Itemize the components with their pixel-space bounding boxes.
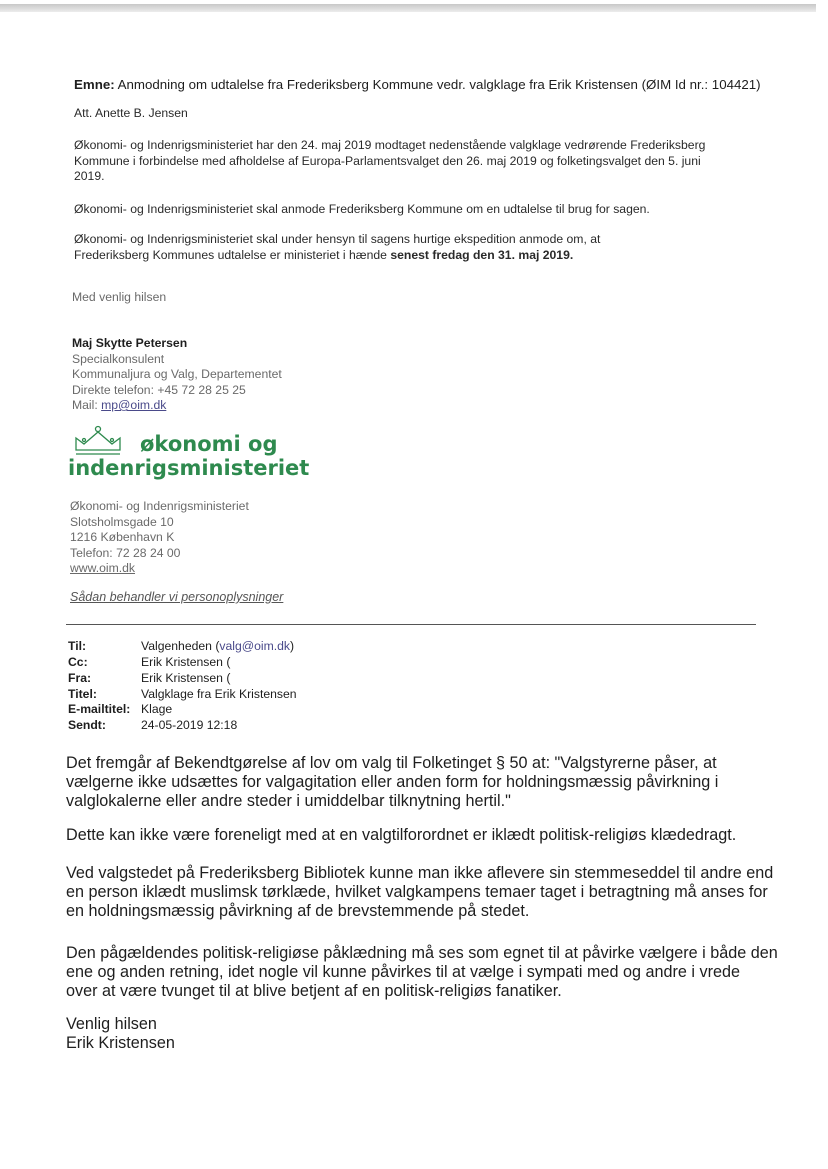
complaint-line: en person iklædt muslimsk tørklæde, hvilket valgkampens temaer taget i betragtning må anses for (66, 883, 768, 901)
paragraph-3-line: Økonomi- og Indenrigsministeriet skal under hensyn til sagens hurtige ekspedition anmode om, at (74, 232, 601, 246)
paragraph-1 (74, 138, 705, 185)
deadline-date: senest fredag den 31. maj 2019. (390, 247, 574, 262)
complaint-paragraph-2: Dette kan ikke være foreneligt med at en valgtilforordnet er iklædt politisk-religiøs klædedragt. (66, 826, 737, 844)
complaint-closing (66, 1015, 175, 1053)
complaint-line: Ved valgstedet på Frederiksberg Bibliotek kunne man ikke aflevere sin stemmeseddel til andre end (66, 864, 774, 882)
mailtitle-value: Klage (141, 702, 173, 716)
paragraph-1-line: Økonomi- og Indenrigsministeriet har den 24. maj 2019 modtaget nedenstående valgklage vedrørende Frederiksberg (74, 138, 706, 152)
deadline-prefix: Frederiksberg Kommunes udtalelse er ministeriet i hænde (74, 247, 391, 262)
signature-block (72, 336, 282, 414)
att-line: Att. Anette B. Jensen (74, 106, 188, 120)
to-name: Valgenheden ( (141, 639, 220, 653)
email-subject (74, 77, 761, 92)
scan-top-edge (0, 4, 816, 12)
subject-text: Anmodning om udtalelse fra Frederiksberg Kommune vedr. valgklage fra Erik Kristensen (ØIM Id nr.: 104421) (117, 77, 761, 92)
closing-greeting: Med venlig hilsen (72, 290, 167, 304)
paragraph-3-line (74, 248, 600, 264)
complaint-line: ene og anden retning, idet nogle vil kunne påvirkes til at vælge i sympati med og andre i vrede (66, 963, 740, 981)
ministry-phone: Telefon: 72 28 24 00 (70, 545, 181, 560)
paragraph-1-line: 2019. (74, 169, 105, 183)
paragraph-2: Økonomi- og Indenrigsministeriet skal anmode Frederiksberg Kommune om en udtalelse til brug for sagen. (74, 202, 650, 216)
ministry-web-link[interactable]: www.oim.dk (70, 561, 136, 575)
ministry-street: Slotsholmsgade 10 (70, 514, 174, 529)
title-value: Valgklage fra Erik Kristensen (141, 687, 297, 701)
paragraph-1-line: Kommune i forbindelse med afholdelse af Europa-Parlamentsvalget den 26. maj 2019 og folketingsvalget den 5. juni (74, 153, 701, 168)
subject-label: Emne: (74, 77, 115, 92)
complaint-paragraph-1 (66, 754, 718, 811)
complaint-line: Det fremgår af Bekendtgørelse af lov om valg til Folketinget § 50 at: "Valgstyrerne påser, at (66, 754, 717, 772)
signature-title: Specialkonsulent (72, 351, 165, 366)
complaint-sender-name: Erik Kristensen (66, 1034, 175, 1052)
privacy-link[interactable]: Sådan behandler vi personoplysninger (70, 590, 284, 604)
complaint-paragraph-3 (66, 864, 773, 921)
ministry-city: 1216 København K (70, 530, 175, 544)
mail-link[interactable]: mp@oim.dk (101, 398, 167, 412)
complaint-line: Den pågældendes politisk-religiøse påklædning må ses som egnet til at påvirke vælgere i både den (66, 944, 778, 962)
to-value (141, 638, 294, 655)
mail-label: Mail: (72, 398, 102, 412)
signature-mail (72, 398, 282, 414)
paragraph-3 (74, 232, 600, 263)
logo-line-1: økonomi og (140, 432, 278, 456)
from-label: Fra: (68, 671, 92, 685)
to-label: Til: (68, 639, 87, 653)
title-label: Titel: (68, 687, 97, 701)
complaint-greeting: Venlig hilsen (66, 1015, 157, 1033)
sent-value: 24-05-2019 12:18 (141, 718, 238, 732)
complaint-line: valglokalerne eller andre steder i umiddelbar tilknytning hertil." (66, 792, 511, 810)
complaint-line: over at være tvunget til at blive betjent af en politisk-religiøs fanatiker. (66, 982, 562, 1000)
cc-value: Erik Kristensen ( (141, 655, 231, 669)
mailtitle-label: E-mailtitel: (68, 702, 131, 716)
from-value: Erik Kristensen ( (141, 671, 231, 685)
complaint-paragraph-4 (66, 944, 778, 1001)
ministry-logo (68, 432, 309, 480)
complaint-line: en holdningsmæssig påvirkning af de brevstemmende på stedet. (66, 902, 530, 920)
signature-department: Kommunaljura og Valg, Departementet (72, 367, 282, 381)
logo-line-2: indenrigsministeriet (68, 456, 310, 480)
sent-label: Sendt: (68, 718, 106, 732)
to-email-link[interactable]: valg@oim.dk (219, 639, 291, 653)
header-divider (66, 624, 756, 625)
ministry-address (70, 499, 249, 577)
to-close: ) (290, 639, 295, 653)
ministry-name: Økonomi- og Indenrigsministeriet (70, 499, 249, 513)
cc-label: Cc: (68, 655, 88, 669)
signature-name: Maj Skytte Petersen (72, 336, 188, 350)
complaint-line: vælgerne ikke udsættes for valgagitation eller anden form for holdningsmæssig påvirkning i (66, 773, 719, 791)
signature-phone: Direkte telefon: +45 72 28 25 25 (72, 382, 246, 397)
